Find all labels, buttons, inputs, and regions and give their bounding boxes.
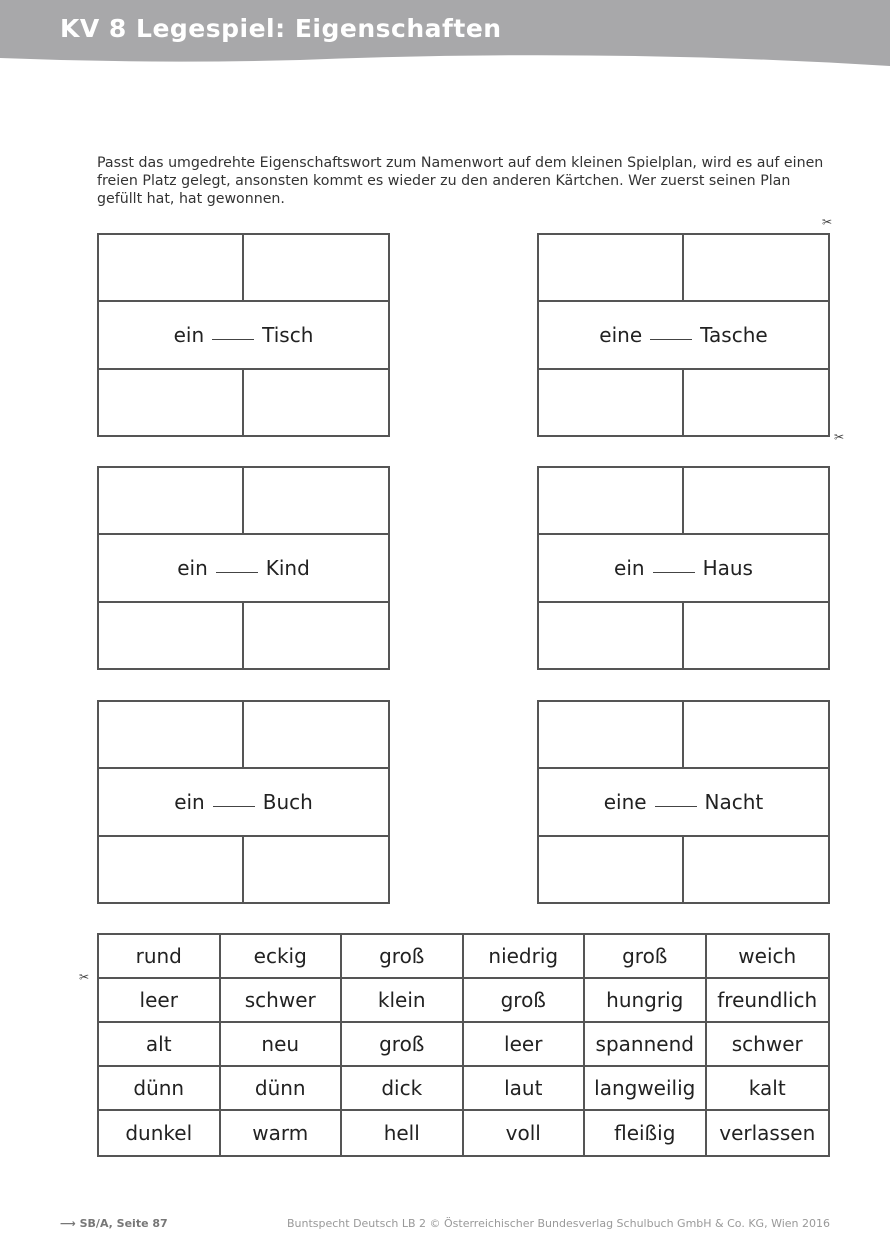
- board-noun: Kind: [265, 556, 310, 580]
- word-card[interactable]: neu: [221, 1023, 343, 1067]
- board-slot[interactable]: [99, 702, 244, 767]
- page-header: [0, 0, 890, 70]
- board-slot[interactable]: [539, 702, 684, 767]
- board-noun: Tisch: [262, 323, 314, 347]
- word-card[interactable]: alt: [99, 1023, 221, 1067]
- board-slot[interactable]: [99, 370, 244, 435]
- game-board-nacht: [537, 700, 830, 904]
- page-title: KV 8 Legespiel: Eigenschaften: [60, 14, 502, 43]
- board-noun: Nacht: [704, 790, 764, 814]
- word-card[interactable]: freundlich: [707, 979, 829, 1023]
- game-board-buch: [97, 700, 390, 904]
- game-board-tasche: [537, 233, 830, 437]
- word-card[interactable]: niedrig: [464, 935, 586, 979]
- blank-line: [213, 806, 255, 807]
- game-board-kind: [97, 466, 390, 670]
- board-label: [99, 302, 388, 370]
- word-card[interactable]: dunkel: [99, 1111, 221, 1155]
- scissors-icon: ✂: [79, 970, 90, 984]
- board-label: [539, 535, 828, 603]
- board-slot[interactable]: [244, 837, 389, 902]
- word-card[interactable]: rund: [99, 935, 221, 979]
- board-noun: Buch: [262, 790, 313, 814]
- board-slot[interactable]: [539, 370, 684, 435]
- board-article: eine: [603, 790, 647, 814]
- word-card[interactable]: spannend: [585, 1023, 707, 1067]
- word-card[interactable]: groß: [342, 935, 464, 979]
- board-article: ein: [614, 556, 645, 580]
- board-label: [99, 535, 388, 603]
- board-slot[interactable]: [244, 370, 389, 435]
- blank-line: [650, 339, 692, 340]
- word-card[interactable]: leer: [464, 1023, 586, 1067]
- word-card[interactable]: weich: [707, 935, 829, 979]
- word-card[interactable]: laut: [464, 1067, 586, 1111]
- word-card-grid: [97, 933, 830, 1157]
- board-slot[interactable]: [244, 603, 389, 668]
- word-card[interactable]: kalt: [707, 1067, 829, 1111]
- board-label: [99, 769, 388, 837]
- game-board-tisch: [97, 233, 390, 437]
- board-slot[interactable]: [684, 235, 829, 300]
- board-label: [539, 769, 828, 837]
- word-card[interactable]: schwer: [221, 979, 343, 1023]
- board-article: eine: [599, 323, 643, 347]
- scissors-icon: ✂: [822, 215, 833, 229]
- word-card[interactable]: voll: [464, 1111, 586, 1155]
- word-card[interactable]: fleißig: [585, 1111, 707, 1155]
- blank-line: [655, 806, 697, 807]
- board-label: [539, 302, 828, 370]
- board-slot[interactable]: [684, 468, 829, 533]
- board-slot[interactable]: [684, 370, 829, 435]
- board-slot[interactable]: [684, 702, 829, 767]
- word-card[interactable]: groß: [464, 979, 586, 1023]
- word-card[interactable]: groß: [585, 935, 707, 979]
- scissors-icon: ✂: [834, 430, 845, 444]
- page-reference-text: SB/A, Seite 87: [79, 1217, 168, 1230]
- word-card[interactable]: hell: [342, 1111, 464, 1155]
- board-article: ein: [177, 556, 208, 580]
- word-card[interactable]: eckig: [221, 935, 343, 979]
- board-slot[interactable]: [244, 702, 389, 767]
- board-slot[interactable]: [539, 468, 684, 533]
- board-article: ein: [173, 323, 205, 347]
- board-slot[interactable]: [539, 837, 684, 902]
- copyright-notice: Buntspecht Deutsch LB 2 © Österreichischer Bundesverlag Schulbuch GmbH & Co. KG, Wien 2016: [286, 1217, 830, 1230]
- blank-line: [653, 572, 695, 573]
- board-slot[interactable]: [99, 235, 244, 300]
- board-slot[interactable]: [99, 468, 244, 533]
- word-card[interactable]: klein: [342, 979, 464, 1023]
- word-card[interactable]: leer: [99, 979, 221, 1023]
- board-slot[interactable]: [684, 837, 829, 902]
- board-slot[interactable]: [539, 235, 684, 300]
- board-slot[interactable]: [99, 603, 244, 668]
- instructions-text: Passt das umgedrehte Eigenschaftswort zum Namenwort auf dem kleinen Spielplan, wird es auf einen freien Platz gelegt, ansonsten kommt es wieder zu den anderen Kärtchen. Wer zuerst seinen Plan gefüllt hat, hat gewonnen.: [97, 155, 824, 207]
- board-noun: Haus: [702, 556, 753, 580]
- arrow-right-icon: ⟶: [60, 1217, 76, 1230]
- word-card[interactable]: dünn: [99, 1067, 221, 1111]
- blank-line: [212, 339, 254, 340]
- word-card[interactable]: dünn: [221, 1067, 343, 1111]
- word-card[interactable]: schwer: [707, 1023, 829, 1067]
- word-card[interactable]: verlassen: [719, 1121, 816, 1145]
- board-slot[interactable]: [244, 235, 389, 300]
- board-slot[interactable]: [244, 468, 389, 533]
- board-article: ein: [174, 790, 205, 814]
- word-card[interactable]: dick: [342, 1067, 464, 1111]
- board-slot[interactable]: [684, 603, 829, 668]
- page-reference: [60, 1217, 168, 1230]
- word-card[interactable]: groß: [342, 1023, 464, 1067]
- word-card[interactable]: langweilig: [585, 1067, 707, 1111]
- board-slot[interactable]: [99, 837, 244, 902]
- board-slot[interactable]: [539, 603, 684, 668]
- game-board-haus: [537, 466, 830, 670]
- board-noun: Tasche: [700, 323, 768, 347]
- blank-line: [216, 572, 258, 573]
- word-card[interactable]: warm: [221, 1111, 343, 1155]
- word-card[interactable]: hungrig: [585, 979, 707, 1023]
